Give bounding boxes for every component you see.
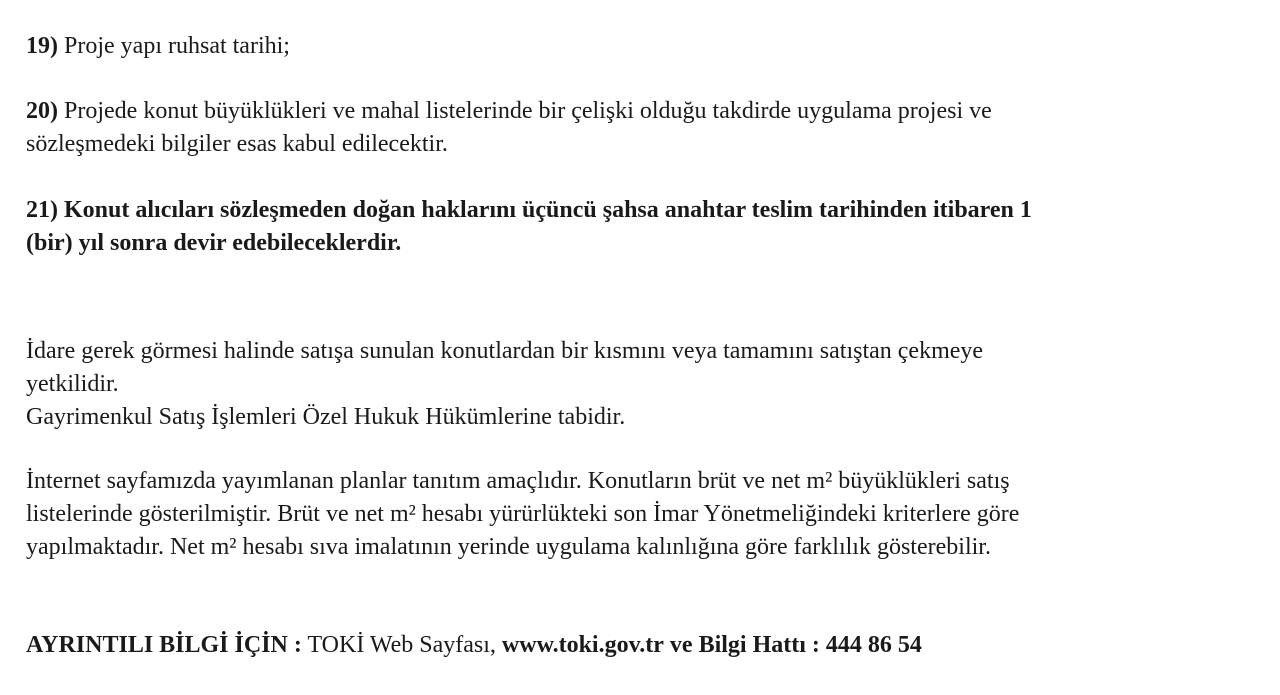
footer-source: TOKİ Web Sayfası,	[307, 632, 496, 658]
clause-19	[26, 30, 1256, 63]
clause-text: Konut alıcıları sözleşmeden doğan haklarını üçüncü şahsa anahtar teslim tarihinden itibaren 1	[64, 197, 1032, 223]
footer-conjunction: ve	[669, 632, 693, 658]
hotline-number: 444 86 54	[825, 632, 922, 658]
clause-text: (bir) yıl sonra devir edebileceklerdir.	[26, 230, 402, 256]
website-link[interactable]: www.toki.gov.tr	[501, 632, 664, 658]
clause-text: Proje yapı ruhsat tarihi;	[64, 33, 290, 59]
clause-20	[26, 95, 1256, 161]
clause-number: 19)	[26, 33, 58, 59]
note-line: listelerinde gösterilmiştir. Brüt ve net m² hesabı yürürlükteki son İmar Yönetmeliğindeki kriterlere göre	[26, 501, 1020, 527]
footer-line	[26, 629, 1256, 662]
notice-line: İdare gerek görmesi halinde satışa sunulan konutlardan bir kısmını veya tamamını satıştan çekmeye	[26, 338, 984, 364]
clause-21	[26, 194, 1256, 260]
clause-line	[26, 95, 1256, 128]
notice-line: Gayrimenkul Satış İşlemleri Özel Hukuk Hükümlerine tabidir.	[26, 404, 626, 430]
hotline-label: Bilgi Hattı :	[698, 632, 820, 658]
clause-text: sözleşmedeki bilgiler esas kabul edilecektir.	[26, 131, 448, 157]
footer-label: AYRINTILI BİLGİ İÇİN :	[26, 632, 302, 658]
clause-line	[26, 194, 1256, 227]
clause-number: 21)	[26, 197, 58, 223]
notice-paragraph	[26, 335, 1256, 434]
contact-footer	[26, 629, 1256, 662]
clause-text: Projede konut büyüklükleri ve mahal listelerinde bir çelişki olduğu takdirde uygulama projesi ve	[64, 98, 992, 124]
note-line: yapılmaktadır. Net m² hesabı sıva imalatının yerinde uygulama kalınlığına göre farklılık gösterebilir.	[26, 534, 991, 560]
clause-line	[26, 30, 1256, 63]
notice-line: yetkilidir.	[26, 371, 119, 397]
note-line: İnternet sayfamızda yayımlanan planlar tanıtım amaçlıdır. Konutların brüt ve net m² büyüklükleri satış	[26, 468, 1010, 494]
internet-note-paragraph	[26, 465, 1256, 564]
clause-number: 20)	[26, 98, 58, 124]
